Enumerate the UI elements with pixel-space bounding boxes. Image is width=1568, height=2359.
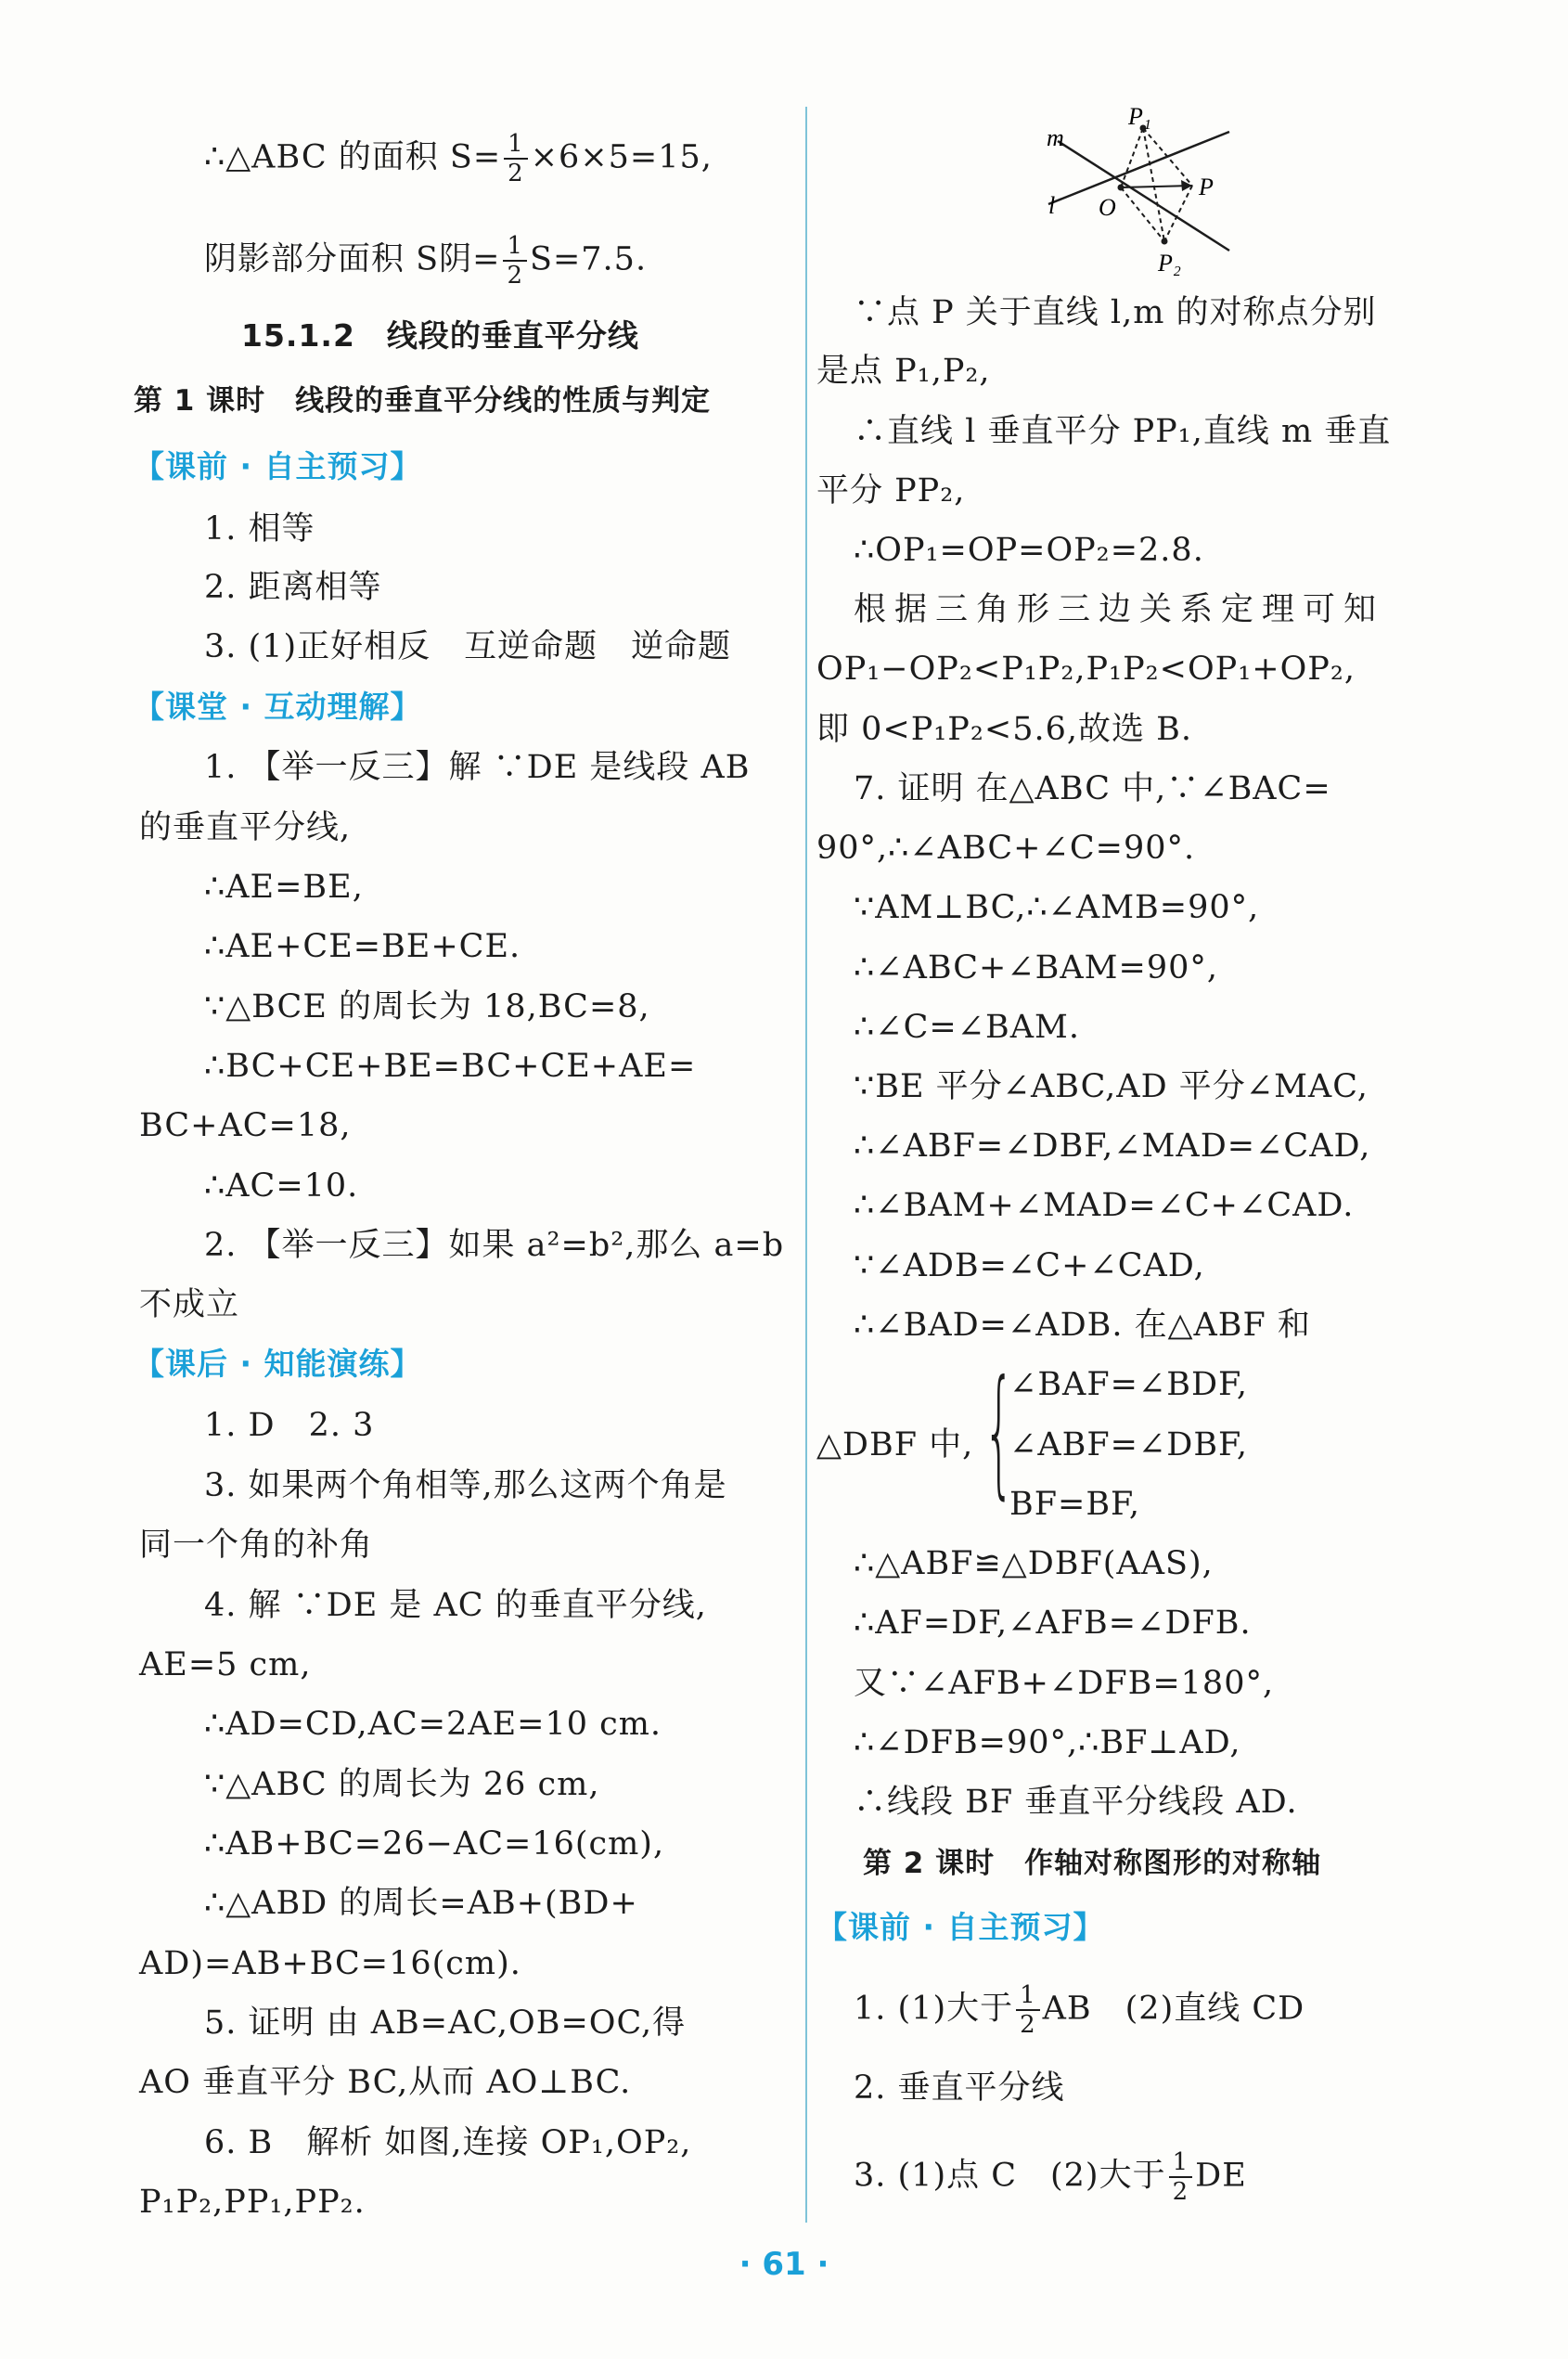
text-line: ∵∠ADB=∠C+∠CAD, <box>854 1247 1205 1284</box>
fraction: $\frac{1}{2}$ <box>1016 1981 1040 2039</box>
text-line: 1. 【举一反三】解 ∵DE 是线段 AB <box>204 749 751 786</box>
text-line: 即 0<P₁P₂<5.6,故选 B. <box>816 711 1192 748</box>
section-tag: 【课前 · 自主预习】 <box>134 448 422 484</box>
text-line: ∴AC=10. <box>204 1167 359 1205</box>
text-line: 1. (1)大于 $\frac{1}{2}$ AB (2)直线 CD <box>854 1981 1305 2039</box>
text-line: 1. D 2. 3 <box>204 1407 375 1444</box>
lesson-title: 第 1 课时 线段的垂直平分线的性质与判定 <box>134 384 712 418</box>
symmetry-figure <box>1039 104 1262 284</box>
label-l: l <box>1048 192 1056 219</box>
label-m: m <box>1047 124 1064 151</box>
segment-op <box>1121 186 1192 187</box>
fraction: $\frac{1}{2}$ <box>504 130 528 187</box>
text-line: ∵△BCE 的周长为 18,BC=8, <box>204 988 650 1025</box>
point-o <box>1118 185 1125 191</box>
text-line: 2. 【举一反三】如果 a²=b²,那么 a=b <box>204 1227 785 1264</box>
text-line: 1. 相等 <box>204 510 315 548</box>
text-line: ∴∠ABF=∠DBF,∠MAD=∠CAD, <box>854 1128 1371 1165</box>
text-line: 平分 PP₂, <box>816 472 966 509</box>
text-line: 2. 距离相等 <box>204 569 382 606</box>
text-line: ∴AB+BC=26−AC=16(cm), <box>204 1825 665 1863</box>
text-line: ∴OP₁=OP=OP₂=2.8. <box>854 532 1204 569</box>
text-line: 同一个角的补角 <box>139 1527 374 1564</box>
text-line: ∴BC+CE+BE=BC+CE+AE= <box>204 1048 697 1085</box>
text-line: 6. B 解析 如图,连接 OP₁,OP₂, <box>204 2124 692 2161</box>
segment-pp2 <box>1164 186 1192 241</box>
lesson-title: 第 2 课时 作轴对称图形的对称轴 <box>863 1847 1322 1880</box>
text-line: 4. 解 ∵DE 是 AC 的垂直平分线, <box>204 1587 707 1624</box>
segment-pp1 <box>1143 128 1192 186</box>
text-line: 3. (1)点 C (2)大于 $\frac{1}{2}$ DE <box>854 2148 1247 2206</box>
label-p2: P₂ <box>1158 250 1181 277</box>
text-line: 根据三角形三边关系定理可知 <box>854 591 1385 628</box>
text-line: ∴AE=BE, <box>204 869 364 906</box>
label-p: P <box>1199 174 1214 200</box>
text-line: ∴线段 BF 垂直平分线段 AD. <box>854 1784 1298 1821</box>
text-line: OP₁−OP₂<P₁P₂,P₁P₂<OP₁+OP₂, <box>816 651 1356 688</box>
text-line: ∴AF=DF,∠AFB=∠DFB. <box>854 1605 1252 1642</box>
text-line: ∴直线 l 垂直平分 PP₁,直线 m 垂直 <box>854 413 1392 450</box>
fraction: $\frac{1}{2}$ <box>1169 2148 1193 2206</box>
section-title: 15.1.2 线段的垂直平分线 <box>241 317 639 354</box>
text-line: 3. (1)正好相反 互逆命题 逆命题 <box>204 628 732 665</box>
text-line: P₁P₂,PP₁,PP₂. <box>139 2184 366 2221</box>
text-line: ∴∠C=∠BAM. <box>854 1009 1080 1046</box>
text-line: AO 垂直平分 BC,从而 AO⊥BC. <box>139 2064 632 2101</box>
text-line: ∴AE+CE=BE+CE. <box>204 928 521 965</box>
text-line: AE=5 cm, <box>139 1646 312 1683</box>
section-tag: 【课后 · 知能演练】 <box>134 1346 422 1382</box>
shaded-area-formula: 阴影部分面积 S阴= $\frac{1}{2}$ S=7.5. <box>204 232 648 290</box>
text-line: ∴△ABF≌△DBF(AAS), <box>854 1545 1214 1582</box>
section-tag: 【课前 · 自主预习】 <box>816 1909 1105 1945</box>
text-line: ∴△ABD 的周长=AB+(BD+ <box>204 1885 638 1922</box>
text-line: ∴∠BAD=∠ADB. 在△ABF 和 <box>854 1307 1311 1344</box>
text-line: AD)=AB+BC=16(cm). <box>139 1945 521 1982</box>
column-divider <box>805 107 807 2223</box>
text-line: 不成立 <box>139 1286 240 1323</box>
text-line: ∵AM⊥BC,∴∠AMB=90°, <box>854 889 1260 926</box>
text-line: 3. 如果两个角相等,那么这两个角是 <box>204 1467 727 1504</box>
segment-op1 <box>1121 128 1143 187</box>
label-p1: P₁ <box>1128 104 1151 130</box>
text-line: △DBF 中, <box>816 1426 974 1463</box>
text-line: ∴∠ABC+∠BAM=90°, <box>854 949 1218 986</box>
text-line: 7. 证明 在△ABC 中,∵∠BAC= <box>854 770 1331 807</box>
section-tag: 【课堂 · 互动理解】 <box>134 689 422 725</box>
point-p2 <box>1162 238 1168 245</box>
system-brace: { <box>983 1351 1015 1513</box>
text-line: ∵△ABC 的周长为 26 cm, <box>204 1766 600 1803</box>
label-o: O <box>1099 194 1116 221</box>
system-line-2: ∠ABF=∠DBF, <box>1009 1426 1248 1463</box>
text-line: ∴∠BAM+∠MAD=∠C+∠CAD. <box>854 1187 1355 1224</box>
figure-svg <box>1039 104 1262 280</box>
text-line: 的垂直平分线, <box>139 809 352 846</box>
text-line: ∴AD=CD,AC=2AE=10 cm. <box>204 1706 662 1743</box>
area-formula: ∴△ABC 的面积 S= $\frac{1}{2}$ ×6×5=15, <box>204 130 713 187</box>
text-line: ∵BE 平分∠ABC,AD 平分∠MAC, <box>854 1068 1369 1105</box>
text-line: ∴∠DFB=90°,∴BF⊥AD, <box>854 1724 1241 1761</box>
system-line-1: ∠BAF=∠BDF, <box>1009 1366 1248 1403</box>
page-number: · 61 · <box>739 2246 829 2283</box>
system-line-3: BF=BF, <box>1009 1486 1141 1523</box>
text-line: ∵点 P 关于直线 l,m 的对称点分别 <box>854 294 1377 331</box>
text-line: 90°,∴∠ABC+∠C=90°. <box>816 830 1196 867</box>
segment-p1p2 <box>1143 128 1164 241</box>
text-line: 是点 P₁,P₂, <box>816 353 991 390</box>
text-line: 5. 证明 由 AB=AC,OB=OC,得 <box>204 2005 687 2042</box>
text-line: 又∵∠AFB+∠DFB=180°, <box>854 1665 1275 1702</box>
text-line: 2. 垂直平分线 <box>854 2069 1065 2107</box>
fraction: $\frac{1}{2}$ <box>503 232 527 290</box>
text-line: BC+AC=18, <box>139 1107 352 1144</box>
